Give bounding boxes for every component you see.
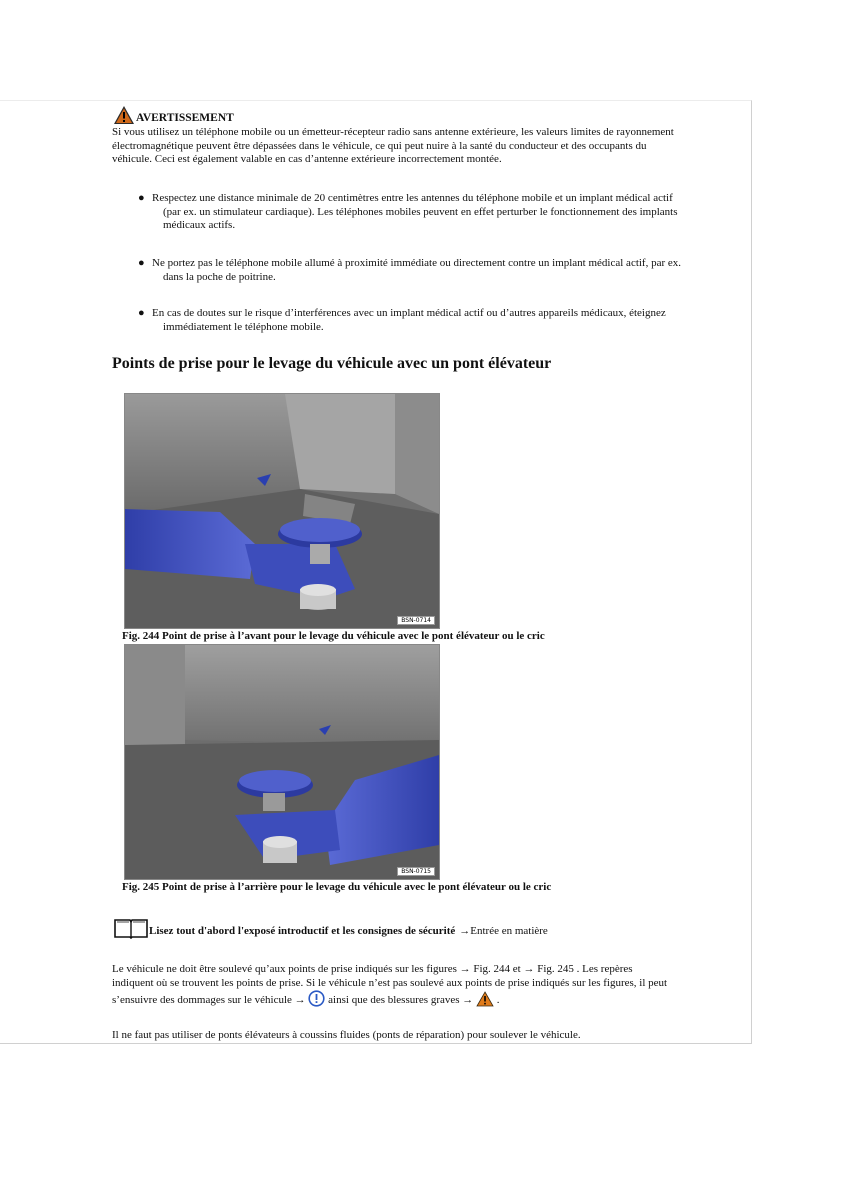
list-item [138,192,678,233]
bullet-line: dans la poche de poitrine. [163,270,276,283]
list-item [138,257,682,284]
warning-intro-line: Si vous utilisez un téléphone mobile ou un émetteur-récepteur radio sans antenne extérieure, les valeurs limites de rayonnement [112,126,674,138]
intro-link[interactable]: Entrée en matière [470,925,548,937]
read-first-text: Lisez tout d'abord l'exposé introductif et les consignes de sécurité [149,925,456,937]
bullet-line: médicaux actifs. [163,219,236,231]
bullet-line: immédiatement le téléphone mobile. [163,320,324,333]
figure-245-image [124,644,440,880]
bullet-dot: ● [138,192,145,204]
warning-header [113,101,234,125]
bullet-dot: ● [138,307,145,319]
body-paragraph [112,963,667,1006]
bullet-line: Respectez une distance minimale de 20 centimètres entre les antennes du téléphone mobile et un implant médical actif [152,192,673,204]
bullet-dot: ● [138,257,145,269]
bullet-line: (par ex. un stimulateur cardiaque). Les téléphones mobiles peuvent en effet perturber le fonctionnement des implants [163,205,678,218]
notice-circle-icon[interactable] [308,990,325,1007]
body-text: . [496,994,500,1006]
lift-point-rear-illustration [125,645,439,879]
bullet-line: En cas de doutes sur le risque d’interférences avec un implant médical actif ou d’autres appareils médicaux, éteignez [152,307,666,319]
read-first-notice [113,917,548,939]
warning-triangle-icon[interactable] [476,991,494,1007]
figure-caption: Fig. 245 Point de prise à l’arrière pour le levage du véhicule avec le pont élévateur ou le cric [122,881,552,893]
warning-intro [112,126,674,167]
warning-triangle-icon [113,105,135,125]
arrow-glyph: → [459,925,471,937]
body-text: s’ensuivre des dommages sur le véhicule → [112,994,306,1006]
body-line-3 [112,990,667,1006]
body-last-line: Il ne faut pas utiliser de ponts élévateurs à coussins fluides (ponts de réparation) pour soulever le véhicule. [112,1029,581,1041]
figure-caption: Fig. 244 Point de prise à l’avant pour le levage du véhicule avec le pont élévateur ou le cric [122,630,545,642]
body-line: indiquent où se trouvent les points de prise. Si le véhicule n’est pas soulevé aux points de prise indiqués sur les figures, il peut [112,976,668,989]
list-item [138,307,666,334]
figure-tag: BSN-0714 [397,616,435,625]
body-text: ainsi que des blessures graves → [328,994,474,1006]
warning-title: AVERTISSEMENT [136,112,234,124]
bullet-line: Ne portez pas le téléphone mobile allumé à proximité immédiate ou directement contre un implant médical actif, par ex. [152,257,682,269]
figure-244-image [124,393,440,629]
book-icon [113,917,149,939]
section-title: Points de prise pour le levage du véhicule avec un pont élévateur [112,355,552,372]
figure-tag: BSN-0715 [397,867,435,876]
body-line: Le véhicule ne doit être soulevé qu’aux points de prise indiqués sur les figures → Fig. 244 et → Fig. 245 . Les repères [112,963,633,975]
lift-point-front-illustration [125,394,439,628]
warning-intro-line: électromagnétique peuvent être dépassées dans le véhicule, ce qui peut nuire à la santé du conducteur et des occupants du [112,139,647,152]
warning-intro-line: véhicule. Ceci est également valable en cas d’antenne extérieure incorrectement montée. [112,153,502,165]
